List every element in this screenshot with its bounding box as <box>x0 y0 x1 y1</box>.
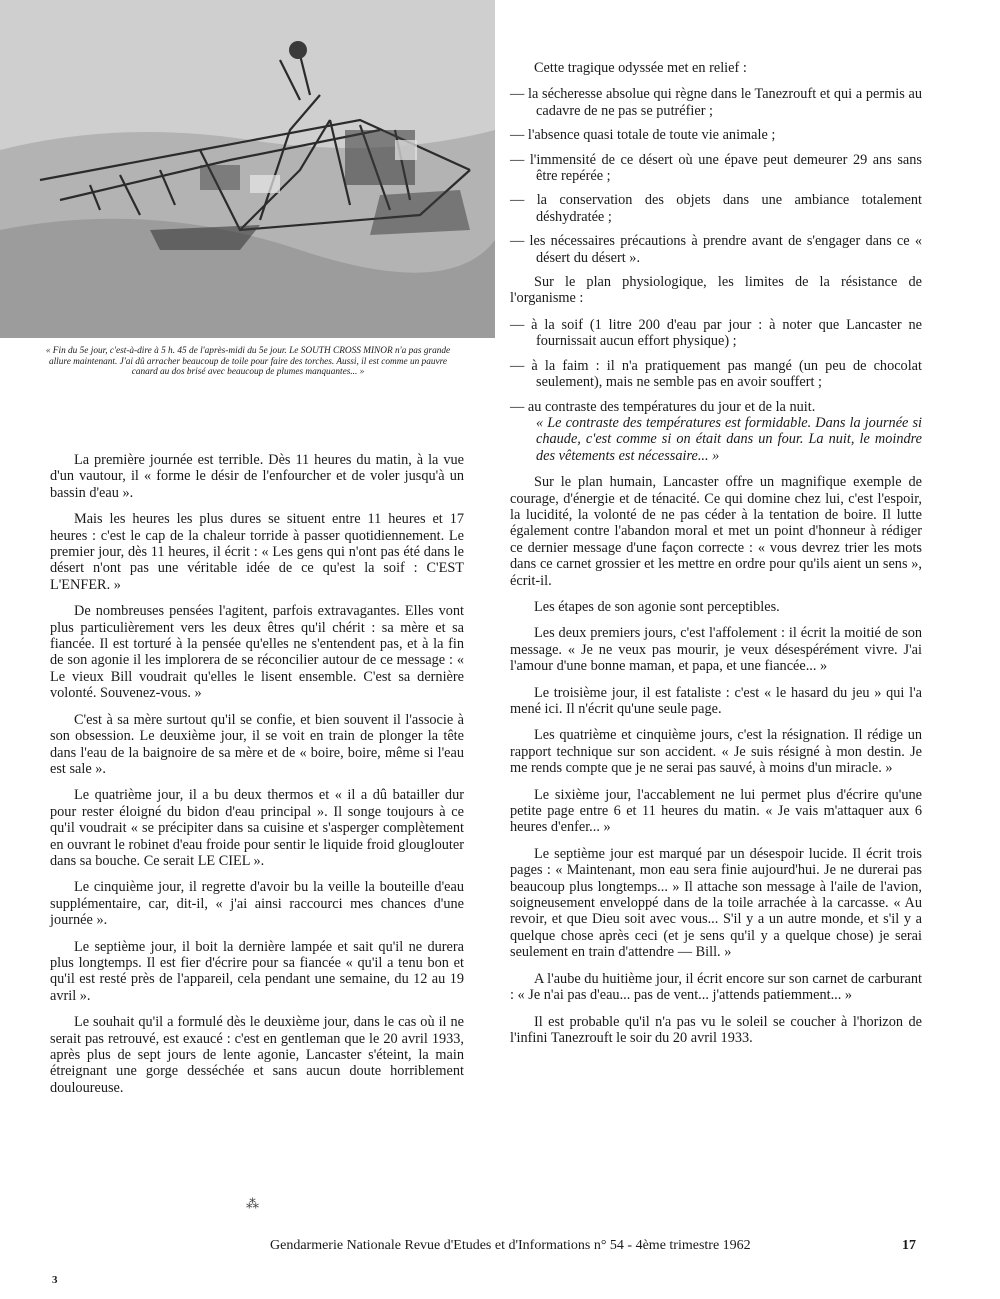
aircraft-wreck-photo <box>0 0 495 338</box>
paragraph: Le cinquième jour, il regrette d'avoir bu la veille la bouteille d'eau supplémentaire, car, dit-il, « j'ai ainsi raccourci mes chances d'une journée ». <box>50 879 464 929</box>
list-item: — les nécessaires précautions à prendre avant de s'engager dans ce « désert du désert ». <box>510 233 922 266</box>
photo-caption: « Fin du 5e jour, c'est-à-dire à 5 h. 45 de l'après-midi du 5e jour. Le SOUTH CROSS MINOR n'a pas grande allure maintenant. J'ai dû arracher beaucoup de toile pour faire des torches. Aussi, il est comme un pauvre canard au dos brisé avec beaucoup de plumes manquantes... » <box>45 346 451 378</box>
paragraph: Mais les heures les plus dures se situent entre 11 heures et 17 heures : c'est le cap de la chaleur torride à passer quotidiennement. Le premier jour, dès 11 heures, il écrit : « Les gens qui n'ont pas été dans le désert n'ont pas une véritable idée de ce qu'est la soif : C'EST L'ENFER. » <box>50 511 464 593</box>
quote: « Le contraste des températures est formidable. Dans la journée si chaude, c'est comme si on était dans un four. La nuit, le moindre des vêtements est nécessaire... » <box>536 414 922 464</box>
paragraph: Le quatrième jour, il a bu deux thermos et « il a dû batailler dur pour rester éloigné du bidon d'eau principal ». Il songe toujours à ce qu'il voudrait « se précipiter dans sa cuisine et s'asperger complètement en ouvrant le robinet d'eau froide pour sentir le liquide froid glouglouter dans sa bouche. Ce serait LE CIEL ». <box>50 787 464 869</box>
paragraph: Les deux premiers jours, c'est l'affolement : il écrit la moitié de son message. « Je ne veux pas mourir, je veux désespérément vivre. J'ai l'amour d'une bonne maman, et papa, et une fiancée... » <box>510 625 922 675</box>
paragraph: Le septième jour, il boit la dernière lampée et sait qu'il ne durera plus longtemps. Il est fier d'écrire pour sa fiancée « qu'il a tenu bon et qu'il est resté près de l'appareil, cela pendant une semaine, du 12 au 19 avril ». <box>50 938 464 1004</box>
paragraph: Le troisième jour, il est fataliste : c'est « le hasard du jeu » qui l'a mené ici. Il n'écrit qu'une seule page. <box>510 684 922 717</box>
crashed-aircraft-wreck-photo <box>0 0 495 338</box>
list-item: — la sécheresse absolue qui règne dans le Tanezrouft et qui a permis au cadavre de ne pas se putréfier ; <box>510 86 922 119</box>
paragraph: Sur le plan physiologique, les limites de la résistance de l'organisme : <box>510 274 922 307</box>
list-item: — au contraste des températures du jour et de la nuit. <box>510 398 816 415</box>
paragraph: Le sixième jour, l'accablement ne lui permet plus d'écrire qu'une petite page entre 6 et 11 heures du matin. « Je vais m'attaquer aux 6 heures d'enfer... » <box>510 786 922 836</box>
page-number: 17 <box>902 1238 916 1253</box>
section-separator: ⁂ <box>246 1196 259 1211</box>
paragraph: De nombreuses pensées l'agitent, parfois extravagantes. Elles vont plus particulièrement vers les deux êtres qu'il chérit : sa mère et sa fiancée. Il est torturé à la pensée qu'elles ne s'entendent pas, et à la fin de son agonie il les implorera de se réconcilier autour de ce message : « Le vieux Bill voudrait qu'elles le lisent ensemble. C'est sa dernière volonté. Souvenez-vous. » <box>50 603 464 702</box>
list-item: — l'absence quasi totale de toute vie animale ; <box>510 127 776 144</box>
paragraph: Il est probable qu'il n'a pas vu le soleil se coucher à l'horizon de l'infini Tanezrouft le soir du 20 avril 1933. <box>510 1013 922 1046</box>
paragraph: A l'aube du huitième jour, il écrit encore sur son carnet de carburant : « Je n'ai pas d'eau... pas de vent... j'attends patiemment... » <box>510 970 922 1004</box>
right-column <box>510 60 922 1056</box>
left-column <box>50 452 464 1106</box>
page-footer <box>270 1238 930 1254</box>
paragraph: Le souhait qu'il a formulé dès le deuxième jour, dans le cas où il ne serait pas retrouvé, est exaucé : c'est en gentleman que le 20 avril 1933, après plus de sept jours de lente agonie, Lancaster s'éteint, la main étreignant une gorge desséchée et sans aucun doute horriblement douloureuse. <box>50 1014 464 1096</box>
paragraph: Sur le plan humain, Lancaster offre un magnifique exemple de courage, d'énergie et de ténacité. Ce qui domine chez lui, c'est l'espoir, la lucidité, la volonté de ne pas céder à la tentation de boire. Il lutte également contre l'abandon moral et met un point d'honneur à rédiger ce dernier message d'une façon correcte : « vous devrez trier les mots dans ce carnet grossier et les mettre en ordre pour qu'ils aient un sens », écrit-il. <box>510 474 922 589</box>
journal-title: Gendarmerie Nationale Revue d'Etudes et d'Informations n° 54 - 4ème trimestre 1962 <box>270 1238 751 1253</box>
list-item: — la conservation des objets dans une ambiance totalement déshydratée ; <box>510 192 922 225</box>
paragraph: Les quatrième et cinquième jours, c'est la résignation. Il rédige un rapport technique sur son accident. « Je suis résigné à mon destin. Je me rends compte que je ne serai pas sauvé, à moins d'un miracle. » <box>510 727 922 777</box>
sheet-number: 3 <box>52 1274 58 1286</box>
list-item: — l'immensité de ce désert où une épave peut demeurer 29 ans sans être repérée ; <box>510 151 922 185</box>
paragraph: C'est à sa mère surtout qu'il se confie, et bien souvent il l'associe à son obsession. Le deuxième jour, il se voit en train de plonger la tête dans l'eau de la baignoire de sa mère et de « boire, boire, même si l'eau est sale ». <box>50 711 464 777</box>
paragraph: Le septième jour est marqué par un désespoir lucide. Il écrit trois pages : « Maintenant, mon eau sera finie aujourd'hui. Je ne durerai pas beaucoup plus longtemps... » Il attache son message à l'aile de l'avion, soigneusement enveloppé dans de la toile arrachée à la carcasse. « Au revoir, et que Dieu soit avec vous... S'il y a un autre monde, et s'il y a quelque chose après ceci (et je sens qu'il y a quelque chose) je serai seulement en train d'attendre — Bill. » <box>510 845 922 961</box>
list-item: — à la soif (1 litre 200 d'eau par jour : à noter que Lancaster ne fournissait aucun effort physique) ; <box>510 316 922 350</box>
paragraph: Cette tragique odyssée met en relief : <box>534 60 747 76</box>
paragraph: La première journée est terrible. Dès 11 heures du matin, à la vue d'un vautour, il « forme le désir de l'enfourcher et de voler jusqu'à un bassin d'eau ». <box>50 452 464 501</box>
list-item: — à la faim : il n'a pratiquement pas mangé (un peu de chocolat seulement), mais ne semble pas en avoir souffert ; <box>510 357 922 391</box>
paragraph: Les étapes de son agonie sont perceptibles. <box>534 598 780 615</box>
